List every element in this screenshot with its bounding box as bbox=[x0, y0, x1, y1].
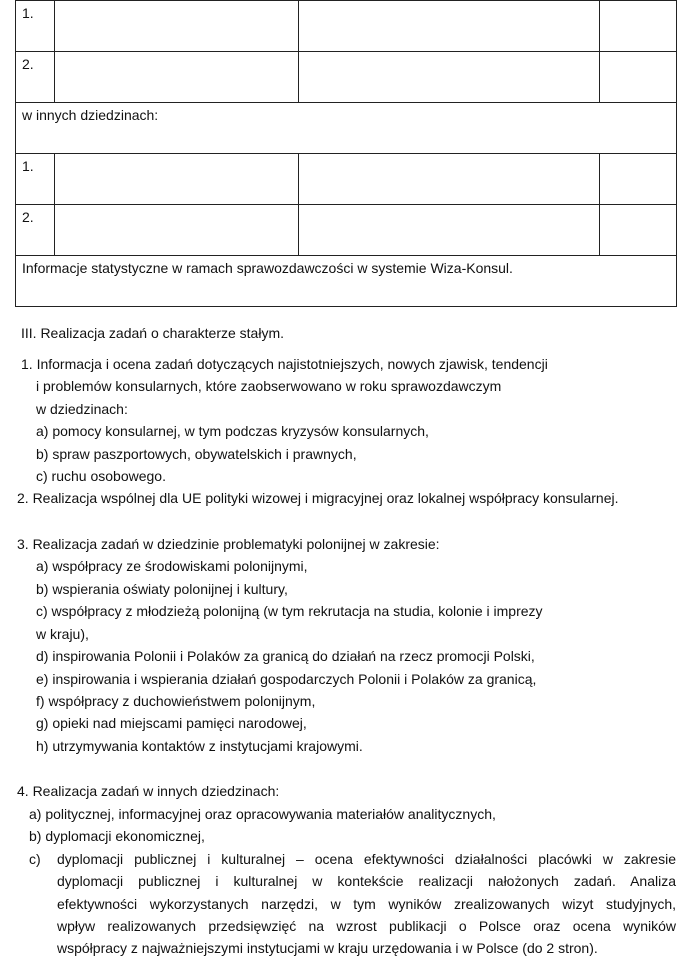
section-other-label: w innych dziedzinach: bbox=[16, 103, 677, 154]
report-table bbox=[15, 0, 677, 307]
section-heading: III. Realizacja zadań o charakterze stałym. bbox=[21, 325, 285, 341]
table-cell[interactable] bbox=[299, 154, 599, 205]
table-row bbox=[16, 205, 677, 256]
item-4-c-line-4: wpływ realizowanych przedsięwzięć na wzrost publikacji o Polsce oraz ocena wyników bbox=[57, 918, 676, 934]
table-cell[interactable] bbox=[55, 1, 299, 52]
item-4-c-line-5: współpracy z najważniejszymi instytucjami w kraju urzędowania i w Polsce (do 2 stron). bbox=[57, 940, 598, 956]
table-cell[interactable] bbox=[299, 1, 599, 52]
table-row bbox=[16, 1, 677, 52]
item-1-c: c) ruchu osobowego. bbox=[36, 468, 166, 484]
item-1-line-1: 1. Informacja i ocena zadań dotyczących najistotniejszych, nowych zjawisk, tendencji bbox=[21, 356, 548, 372]
table-cell[interactable] bbox=[55, 52, 299, 103]
item-3-c-line-1: c) współpracy z młodzieżą polonijną (w tym rekrutacja na studia, kolonie i imprezy bbox=[36, 603, 543, 619]
table-cell[interactable] bbox=[599, 1, 676, 52]
row-number: 2. bbox=[16, 52, 55, 103]
item-3-h: h) utrzymywania kontaktów z instytucjami krajowymi. bbox=[36, 738, 363, 754]
table-cell[interactable] bbox=[299, 52, 599, 103]
item-3-title: 3. Realizacja zadań w dziedzinie problematyki polonijnej w zakresie: bbox=[17, 536, 440, 552]
table-row bbox=[16, 103, 677, 154]
item-1-line-3: w dziedzinach: bbox=[36, 401, 128, 417]
item-3-f: f) współpracy z duchowieństwem polonijnym, bbox=[36, 693, 316, 709]
item-4-b: b) dyplomacji ekonomicznej, bbox=[29, 828, 205, 844]
table-cell[interactable] bbox=[599, 205, 676, 256]
item-3-e: e) inspirowania i wspierania działań gospodarczych Polonii i Polaków za granicą, bbox=[36, 671, 537, 687]
item-3-b: b) wspierania oświaty polonijnej i kultury, bbox=[36, 581, 288, 597]
row-number: 1. bbox=[16, 154, 55, 205]
item-2: 2. Realizacja wspólnej dla UE polityki wizowej i migracyjnej oraz lokalnej współpracy konsularnej. bbox=[17, 490, 619, 506]
item-4-c-label: c) bbox=[29, 851, 41, 867]
item-1-a: a) pomocy konsularnej, w tym podczas kryzysów konsularnych, bbox=[36, 423, 429, 439]
table-row bbox=[16, 256, 677, 307]
item-1-line-2: i problemów konsularnych, które zaobserwowano w roku sprawozdawczym bbox=[36, 378, 502, 394]
item-3-a: a) współpracy ze środowiskami polonijnymi, bbox=[36, 558, 308, 574]
table-row bbox=[16, 154, 677, 205]
item-4-title: 4. Realizacja zadań w innych dziedzinach: bbox=[17, 783, 280, 799]
item-4-c-line-3: efektywności wykorzystanych narzędzi, w tym wyników zrealizowanych wizyt studyjnych, bbox=[57, 896, 676, 912]
table-cell[interactable] bbox=[55, 205, 299, 256]
table-cell[interactable] bbox=[55, 154, 299, 205]
item-3-d: d) inspirowania Polonii i Polaków za granicą do działań na rzecz promocji Polski, bbox=[36, 648, 535, 664]
table-cell[interactable] bbox=[599, 52, 676, 103]
item-4-a: a) politycznej, informacyjnej oraz opracowywania materiałów analitycznych, bbox=[29, 806, 496, 822]
table-cell[interactable] bbox=[299, 205, 599, 256]
item-1-b: b) spraw paszportowych, obywatelskich i prawnych, bbox=[36, 446, 357, 462]
item-4-c-line-1: dyplomacji publicznej i kulturalnej – ocena efektywności działalności placówki w zakresie bbox=[57, 851, 676, 867]
stats-note: Informacje statystyczne w ramach sprawozdawczości w systemie Wiza-Konsul. bbox=[16, 256, 677, 307]
item-4-c-line-2: dyplomacji publicznej i kulturalnej w kontekście realizacji nałożonych zadań. Analiza bbox=[57, 873, 676, 889]
item-3-g: g) opieki nad miejscami pamięci narodowej, bbox=[36, 715, 307, 731]
table-cell[interactable] bbox=[599, 154, 676, 205]
item-3-c-line-2: w kraju), bbox=[36, 626, 89, 642]
row-number: 2. bbox=[16, 205, 55, 256]
table-row bbox=[16, 52, 677, 103]
row-number: 1. bbox=[16, 1, 55, 52]
